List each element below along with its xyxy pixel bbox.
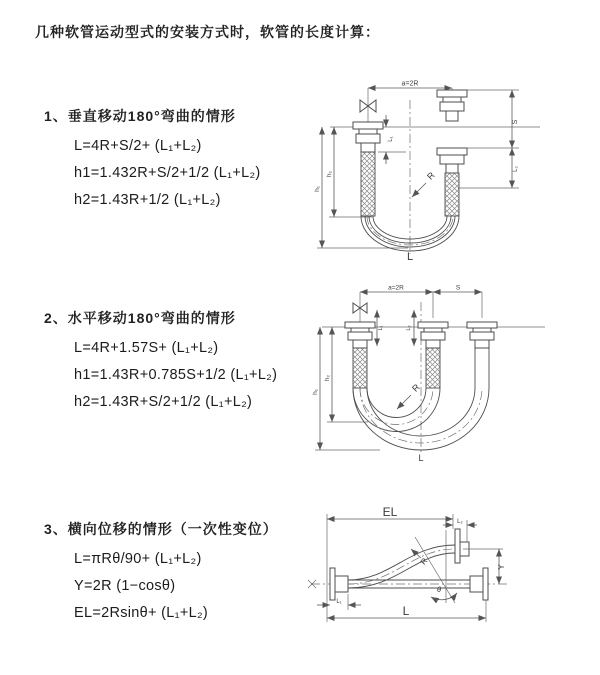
radius-label: R (410, 382, 422, 394)
dim-label-el: EL (382, 505, 398, 519)
section-3 (44, 519, 278, 627)
section-2-formulas (44, 335, 277, 416)
dimension-span (368, 81, 452, 89)
dim-label-h2: h₂ (326, 170, 333, 178)
radius-label: R (425, 170, 437, 182)
formula-length: L=4R+1.57S+ (L₁+L₂) (74, 340, 219, 356)
formula-h2: h2=1.43R+S/2+1/2 (L₁+L₂) (74, 394, 253, 410)
right-hose-end-fitting-upper (437, 90, 467, 121)
radius-callout (397, 382, 422, 409)
dim-label-span: a=2R (401, 80, 419, 88)
dimension-l (327, 600, 486, 622)
dim-label-span: a=2R (388, 284, 404, 292)
diagram-lateral-displacement (303, 500, 595, 650)
dim-label-s: S (512, 119, 519, 125)
braided-hose-middle-leg (426, 348, 440, 388)
radius-label: R (418, 556, 430, 567)
diagram-horizontal-180-bend (310, 282, 580, 464)
dim-label-h2: h₂ (324, 374, 331, 382)
diagram-vertical-180-bend (312, 76, 572, 262)
left-hose-end-fitting (345, 322, 375, 388)
formula-h1: h1=1.432R+S/2+1/2 (L₁+L₂) (74, 165, 261, 181)
dimension-stroke-s (433, 285, 482, 293)
formula-el: EL=2Rsinθ+ (L₁+L₂) (74, 605, 209, 621)
middle-hose-end-fitting (418, 322, 448, 388)
dim-label-l1: L₁ (388, 136, 394, 142)
page-title: 几种软管运动型式的安装方式时，软管的长度计算： (35, 24, 380, 40)
dim-label-l1: L₁ (336, 599, 342, 605)
section-3-formulas (44, 546, 278, 627)
formula-length: L=πRθ/90+ (L₁+L₂) (74, 551, 202, 567)
formula-length: L=4R+S/2+ (L₁+L₂) (74, 138, 202, 154)
right-hose-end-fitting (467, 322, 497, 388)
dimension-span (360, 285, 433, 293)
dimension-h2 (324, 327, 332, 422)
dim-label-s: S (455, 284, 461, 292)
dim-label-l: L (402, 604, 410, 618)
reference-lines (317, 88, 540, 248)
right-hose-end-fitting-lower (437, 148, 467, 173)
length-label: L (418, 453, 424, 463)
dim-label-y: Y (497, 564, 506, 570)
s-curve-hose-displaced (348, 545, 455, 588)
dimension-h1 (312, 327, 320, 450)
section-1-heading: 1、垂直移动180°弯曲的情形 (44, 108, 236, 124)
section-1 (44, 106, 261, 214)
left-hose-end-fitting (353, 122, 383, 216)
radius-callout (411, 549, 430, 566)
angle-construction (415, 530, 457, 603)
dim-label-l2: L₂ (457, 519, 463, 525)
section-2 (44, 308, 277, 416)
dim-label-l1: L₁ (378, 325, 384, 331)
section-1-formulas (44, 133, 261, 214)
right-flange-fitting (470, 568, 488, 600)
dimension-l2 (512, 148, 519, 188)
braided-hose-left-leg (353, 348, 367, 388)
length-label: L (406, 251, 414, 262)
dim-label-l2: L₂ (406, 325, 412, 331)
section-2-heading: 2、水平移动180°弯曲的情形 (44, 310, 236, 326)
section-3-heading: 3、横向位移的情形（一次性变位） (44, 521, 278, 537)
dim-label-h1: h₁ (314, 186, 321, 192)
dimension-el (327, 505, 453, 622)
dimension-l1 (386, 115, 394, 164)
radius-callout (412, 170, 437, 197)
formula-h1: h1=1.43R+0.785S+1/2 (L₁+L₂) (74, 367, 278, 383)
dim-label-h1: h₁ (312, 389, 319, 395)
dimension-stroke-s (512, 90, 519, 148)
braided-hose-left-leg (361, 152, 375, 216)
dimension-h1 (314, 127, 322, 248)
dim-label-l2: L₂ (513, 166, 519, 172)
braided-hose-right-leg (445, 173, 459, 216)
theta-label: θ (436, 585, 442, 594)
dimension-l1 (317, 594, 361, 610)
dimension-l1 (377, 310, 384, 346)
left-flange-fitting (330, 568, 348, 600)
formula-y: Y=2R (1−cosθ) (74, 578, 176, 594)
formula-h2: h2=1.43R+1/2 (L₁+L₂) (74, 192, 221, 208)
dimension-h2 (326, 127, 334, 217)
dimension-l2 (406, 310, 414, 346)
